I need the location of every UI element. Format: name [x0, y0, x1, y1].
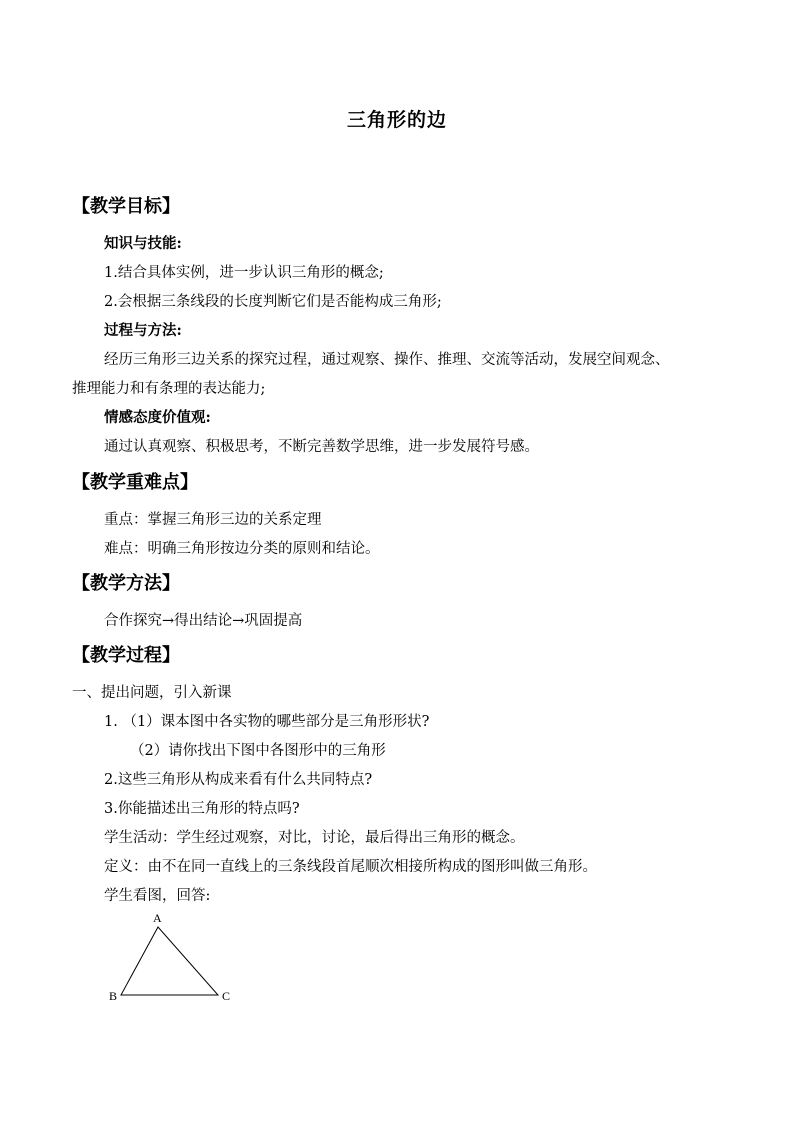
knowledge-item-2: 2.会根据三条线段的长度判断它们是否能构成三角形; [104, 294, 442, 310]
process-label: 过程与方法: [104, 322, 182, 339]
triangle-svg [100, 905, 250, 1015]
method-text: 合作探究→得出结论→巩固提高 [104, 613, 303, 629]
question-1a: 1. （1）课本图中各实物的哪些部分是三角形形状? [104, 714, 430, 730]
question-2: 2.这些三角形从构成来看有什么共同特点? [104, 772, 373, 788]
triangle-abc [121, 927, 218, 995]
knowledge-item-1: 1.结合具体实例，进一步认识三角形的概念; [104, 265, 384, 281]
knowledge-label: 知识与技能: [104, 235, 182, 252]
vertex-label-b: B [109, 989, 118, 1003]
student-answer-prompt: 学生看图，回答: [104, 888, 211, 904]
step-1-heading: 一、提出问题，引入新课 [72, 685, 232, 701]
page-title: 三角形的边 [346, 109, 447, 131]
question-3: 3.你能描述出三角形的特点吗? [104, 801, 300, 817]
section-heading-method: 【教学方法】 [72, 573, 180, 594]
triangle-figure [100, 905, 250, 1015]
difficult-point: 难点：明确三角形按边分类的原则和结论。 [104, 541, 380, 557]
vertex-label-c: C [222, 989, 231, 1003]
question-1b: （2）请你找出下图中各图形中的三角形 [130, 743, 386, 759]
emotion-label: 情感态度价值观: [104, 409, 211, 426]
section-heading-key-points: 【教学重难点】 [72, 472, 198, 493]
process-text-1: 经历三角形三边关系的探究过程，通过观察、操作、推理、交流等活动，发展空间观念、 [104, 352, 670, 368]
process-text-2: 推理能力和有条理的表达能力; [72, 381, 266, 397]
emotion-text: 通过认真观察、积极思考，不断完善数学思维，进一步发展符号感。 [104, 439, 539, 455]
triangle-definition: 定义：由不在同一直线上的三条线段首尾顺次相接所构成的图形叫做三角形。 [104, 859, 597, 875]
student-activity: 学生活动：学生经过观察，对比，讨论，最后得出三角形的概念。 [104, 830, 525, 846]
key-point: 重点：掌握三角形三边的关系定理 [104, 512, 322, 528]
section-heading-objectives: 【教学目标】 [72, 196, 180, 217]
vertex-label-a: A [153, 911, 162, 925]
section-heading-process: 【教学过程】 [72, 645, 180, 666]
